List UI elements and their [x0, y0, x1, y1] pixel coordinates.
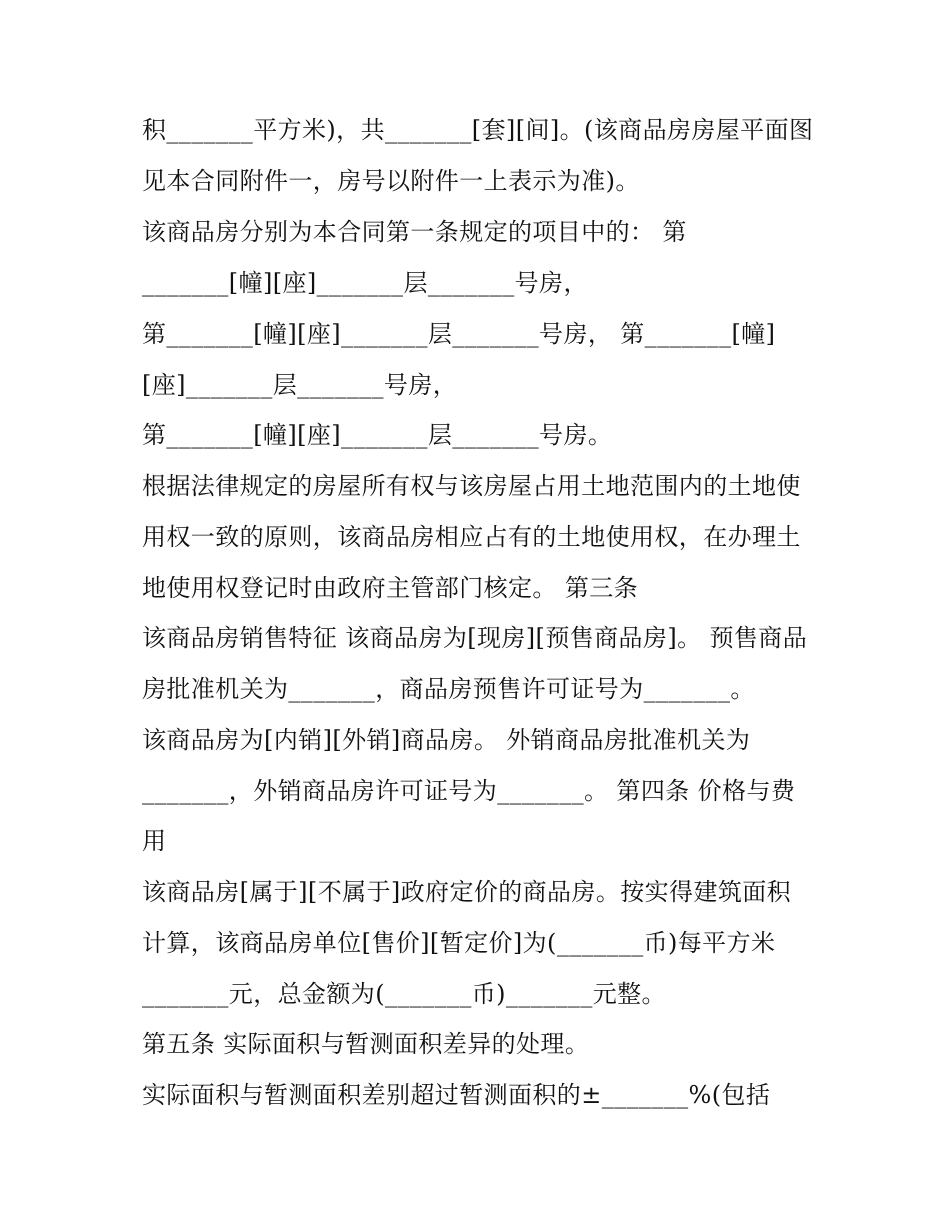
- text-line-6: [座]_______层_______号房，: [142, 371, 458, 399]
- text-line-4: _______[幢][座]_______层_______号房，: [142, 269, 588, 297]
- text-line-14: _______，外销商品房许可证号为_______。 第四条 价格与费: [142, 777, 796, 805]
- text-line-7: 第_______[幢][座]_______层_______号房。: [142, 421, 613, 449]
- text-line-13: 该商品房为[内销][外销]商品房。 外销商品房批准机关为: [142, 726, 751, 754]
- text-line-11: 该商品房销售特征 该商品房为[现房][预售商品房]。 预售商品: [142, 624, 808, 652]
- text-line-2: 见本合同附件一，房号以附件一上表示为准)。: [142, 167, 640, 195]
- text-line-3: 该商品房分别为本合同第一条规定的项目中的： 第: [142, 218, 687, 246]
- text-line-20: 实际面积与暂测面积差别超过暂测面积的±_______%(包括: [142, 1081, 771, 1109]
- text-line-18: _______元，总金额为(_______币)_______元整。: [142, 980, 666, 1008]
- text-line-16: 该商品房[属于][不属于]政府定价的商品房。按实得建筑面积: [142, 878, 792, 906]
- text-line-17: 计算，该商品房单位[售价][暂定价]为(_______币)每平方米: [142, 929, 776, 957]
- text-line-19: 第五条 实际面积与暂测面积差异的处理。: [142, 1030, 590, 1058]
- text-line-10: 地使用权登记时由政府主管部门核定。 第三条: [142, 574, 639, 602]
- text-line-9: 用权一致的原则，该商品房相应占有的土地使用权，在办理土: [142, 523, 801, 551]
- text-line-5: 第_______[幢][座]_______层_______号房， 第_______[幢]: [142, 320, 776, 348]
- text-line-1: 积_______平方米)，共_______[套][间]。(该商品房房屋平面图: [142, 116, 814, 144]
- text-line-8: 根据法律规定的房屋所有权与该房屋占用土地范围内的土地使: [142, 472, 801, 500]
- text-line-12: 房批准机关为_______，商品房预售许可证号为_______。: [142, 675, 755, 703]
- text-line-15: 用: [142, 827, 167, 855]
